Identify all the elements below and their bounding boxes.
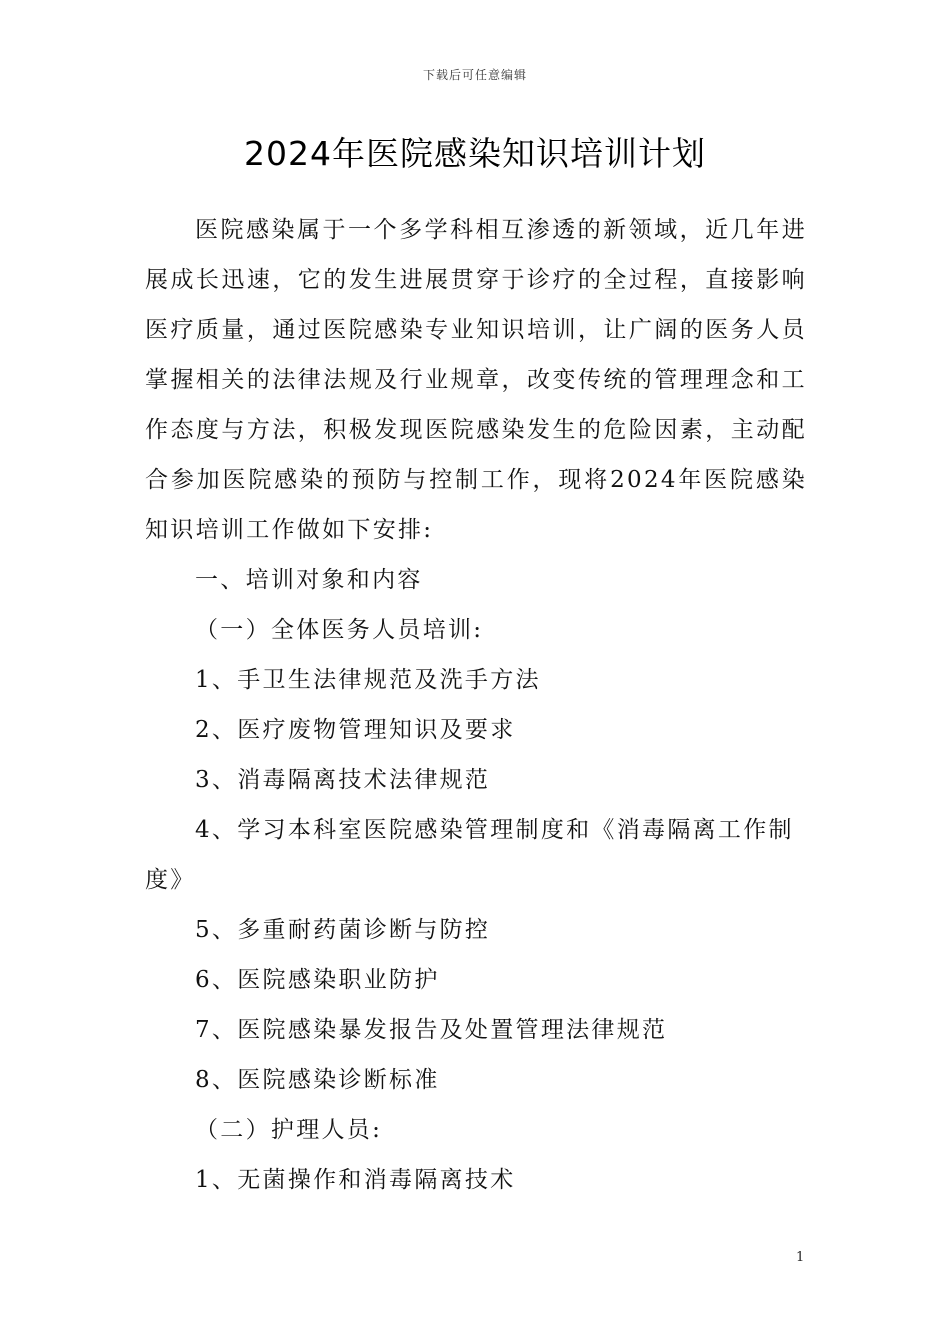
subsection-heading-nursing: （二）护理人员: [195, 1117, 383, 1143]
document-body [145, 205, 807, 1205]
list-item: 7、医院感染暴发报告及处置管理法律规范 [195, 1017, 668, 1043]
list-item: 3、消毒隔离技术法律规范 [195, 767, 491, 793]
header-note: 下载后可任意编辑 [422, 68, 527, 82]
document-title: 2024年医院感染知识培训计划 [244, 134, 706, 173]
page-number: 1 [796, 1250, 805, 1265]
list-item: 1、无菌操作和消毒隔离技术 [195, 1167, 516, 1193]
section-heading-training: 一、培训对象和内容 [195, 567, 423, 593]
list-item: 5、多重耐药菌诊断与防控 [195, 917, 491, 943]
subsection-heading-all-staff: （一）全体医务人员培训: [195, 617, 484, 643]
list-item: 1、手卫生法律规范及洗手方法 [195, 667, 541, 693]
list-item: 8、医院感染诊断标准 [195, 1067, 440, 1093]
intro-paragraph: 医院感染属于一个多学科相互渗透的新领域，近几年进展成长迅速，它的发生进展贯穿于诊疗的全过程，直接影响医疗质量，通过医院感染专业知识培训，让广阔的医务人员掌握相关的法律法规及行业规章，改变传统的管理理念和工作态度与方法，积极发现医院感染发生的危险因素，主动配合参加医院感染的预防与控制工作，现将2024年医院感染知识培训工作做如下安排: [145, 217, 807, 543]
list-item: 2、医疗废物管理知识及要求 [195, 717, 516, 743]
list-item: 4、学习本科室医院感染管理制度和《消毒隔离工作制度》 [145, 817, 794, 893]
list-item: 6、医院感染职业防护 [195, 967, 440, 993]
